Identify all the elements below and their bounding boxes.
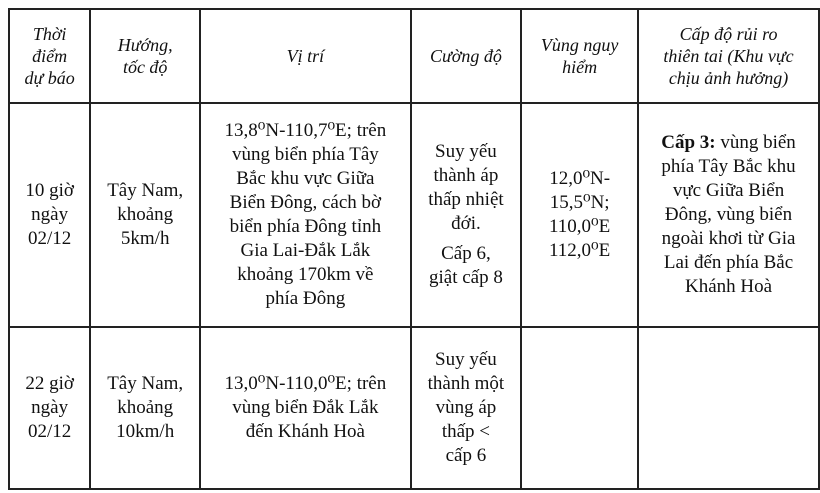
cell-time: 22 giờ ngày 02/12 (9, 327, 90, 489)
header-danger-zone: Vùng nguy hiểm (521, 9, 638, 103)
header-risk-level: Cấp độ rủi ro thiên tai (Khu vực chịu ảnh hưởng) (638, 9, 819, 103)
cell-risk-level (638, 103, 819, 327)
cell-position: 13,8⁰N-110,7⁰E; trên vùng biển phía Tây Bắc khu vực Giữa Biển Đông, cách bờ biển phía Đông tỉnh Gia Lai-Đắk Lắk khoảng 170km về phía Đông (200, 103, 410, 327)
risk-area: vùng biển phía Tây Bắc khu vực Giữa Biển Đông, vùng biển ngoài khơi từ Gia Lai đến phía Bắc Khánh Hoà (661, 132, 796, 297)
header-direction: Hướng, tốc độ (90, 9, 200, 103)
header-position: Vị trí (200, 9, 410, 103)
intensity-level: Cấp 6, giật cấp 8 (429, 243, 503, 288)
cell-direction: Tây Nam, khoảng 10km/h (90, 327, 200, 489)
intensity-description: Suy yếu thành áp thấp nhiệt đới. (428, 141, 504, 234)
cell-intensity (411, 103, 522, 327)
header-row (9, 9, 819, 103)
table-row (9, 327, 819, 489)
cell-danger-zone: 12,0⁰N- 15,5⁰N; 110,0⁰E 112,0⁰E (521, 103, 638, 327)
cell-risk-level (638, 327, 819, 489)
cell-intensity: Suy yếu thành một vùng áp thấp < cấp 6 (411, 327, 522, 489)
cell-time: 10 giờ ngày 02/12 (9, 103, 90, 327)
header-intensity: Cường độ (411, 9, 522, 103)
forecast-table (8, 8, 820, 490)
cell-danger-zone (521, 327, 638, 489)
risk-level-label: Cấp 3: (661, 132, 716, 153)
cell-position: 13,0⁰N-110,0⁰E; trên vùng biển Đắk Lắk đến Khánh Hoà (200, 327, 410, 489)
table-row (9, 103, 819, 327)
header-time: Thời điểm dự báo (9, 9, 90, 103)
cell-direction: Tây Nam, khoảng 5km/h (90, 103, 200, 327)
